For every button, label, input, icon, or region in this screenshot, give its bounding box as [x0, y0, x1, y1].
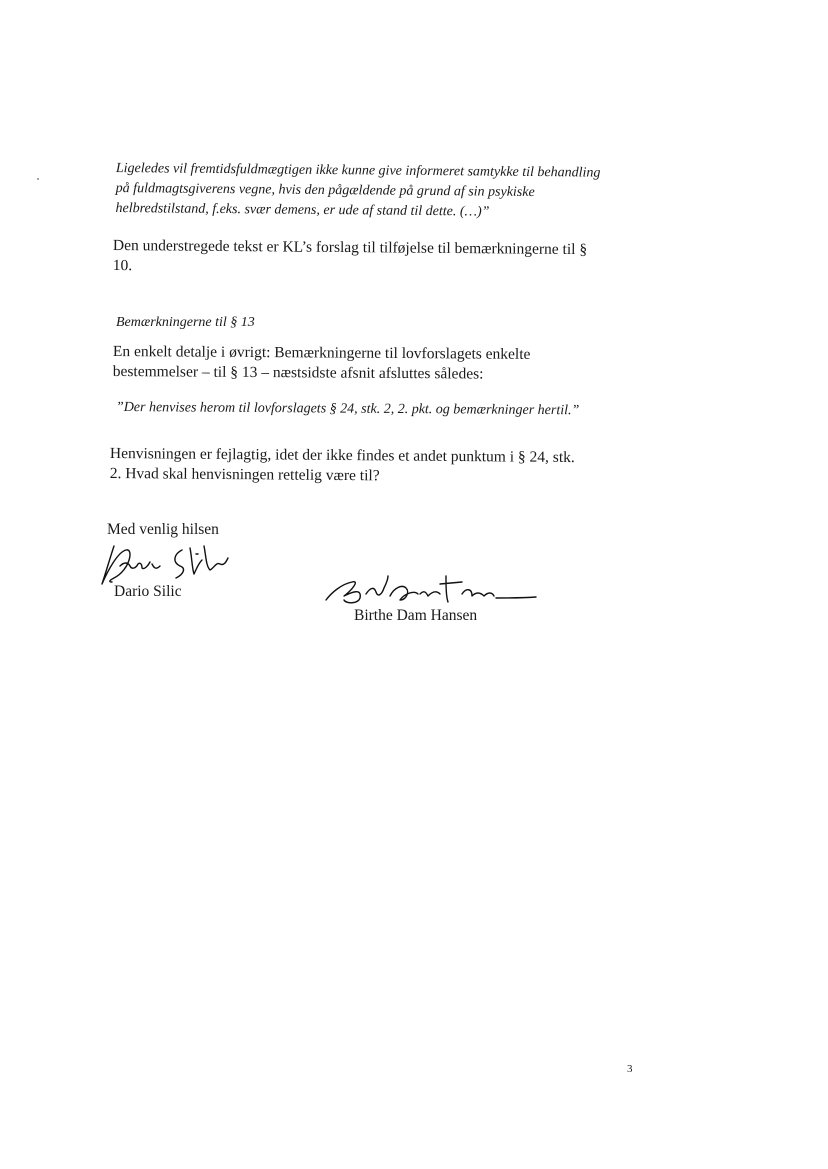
paragraph-detail — [113, 342, 593, 385]
paragraph-line: Henvisningen er fejlagtig, idet der ikke findes et andet punktum i § 24, stk. — [109, 444, 575, 467]
paragraph-line: 10. — [112, 256, 133, 275]
quoted-reference: ”Der henvises herom til lovforslagets § 24, stk. 2, 2. pkt. og bemærkninger hertil.” — [115, 399, 580, 419]
scan-speck — [37, 178, 39, 180]
signatory-name: Dario Silic — [114, 583, 182, 600]
quote-line: helbredstilstand, f.eks. svær demens, er ude af stand til dette. (…)” — [115, 200, 490, 220]
paragraph-underlined-note — [113, 236, 613, 280]
signatory-name: Birthe Dam Hansen — [354, 607, 478, 624]
section-heading: Bemærkningerne til § 13 — [116, 315, 255, 330]
quote-line: på fuldmagtsgiverens vegne, hvis den pågældende på grund af sin psykiske — [115, 180, 535, 201]
paragraph-line: 2. Hvad skal henvisningen rettelig være til? — [109, 464, 380, 485]
page-number: 3 — [627, 1063, 633, 1075]
paragraph-question — [110, 444, 610, 488]
signature-birthe-dam-hansen — [322, 570, 538, 610]
paragraph-line: Den understregede tekst er KL’s forslag til tilføjelse til bemærkningerne til § — [112, 236, 588, 259]
closing-greeting: Med venlig hilsen — [107, 521, 219, 538]
paragraph-line: En enkelt detalje i øvrigt: Bemærkningerne til lovforslagets enkelte — [112, 342, 531, 363]
quoted-passage — [115, 159, 616, 224]
quote-line: Ligeledes vil fremtidsfuldmægtigen ikke kunne give informeret samtykke til behandling — [115, 160, 601, 181]
paragraph-line: bestemmelser – til § 13 – næstsidste afsnit afsluttes således: — [112, 362, 484, 383]
